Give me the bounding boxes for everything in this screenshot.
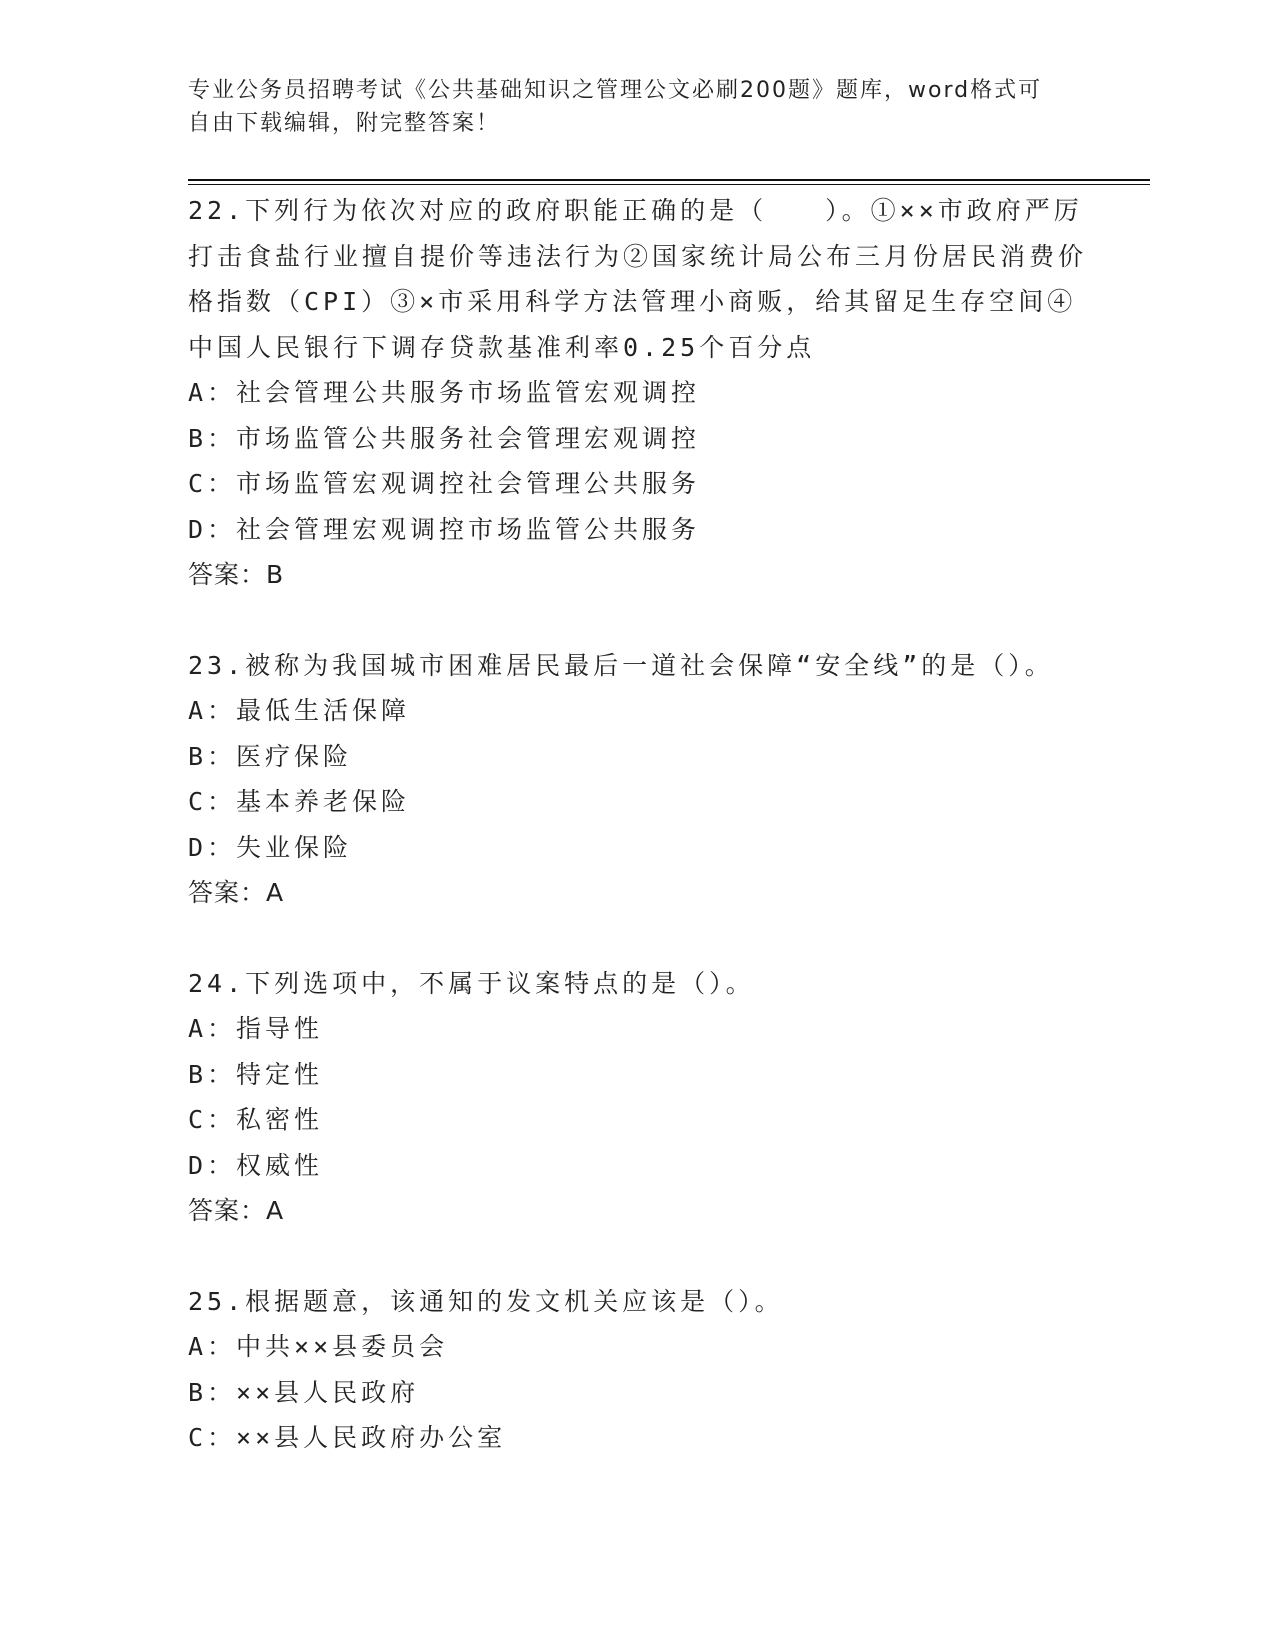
answer: 答案：A: [188, 1196, 285, 1225]
option-c: C：私密性: [188, 1105, 324, 1134]
question-text: 22.下列行为依次对应的政府职能正确的是（ ）。①××市政府严厉打击食盐行业擅自提价等违法行为②国家统计局公布三月份居民消费价格指数（CPI）③×市采用科学方法管理小商贩，给其留足生存空间④中国人民银行下调存贷款基准利率0.25个百分点: [188, 196, 1088, 362]
question-24: [188, 961, 1088, 1234]
option-c: C：市场监管宏观调控社会管理公共服务: [188, 469, 701, 498]
header-line-1: 专业公务员招聘考试《公共基础知识之管理公文必刷200题》题库，word格式可: [188, 78, 1043, 103]
question-text: 24.下列选项中，不属于议案特点的是（）。: [188, 968, 755, 998]
option-d: D：权威性: [188, 1150, 324, 1180]
option-b: B：医疗保险: [188, 741, 353, 771]
option-a: A：最低生活保障: [188, 696, 411, 725]
option-b: B：××县人民政府: [188, 1377, 420, 1407]
question-22: [188, 188, 1088, 598]
question-text: 25.根据题意，该通知的发文机关应该是（）。: [188, 1286, 784, 1316]
option-c: C：基本养老保险: [188, 787, 411, 816]
option-b: B：特定性: [188, 1059, 324, 1089]
answer: 答案：A: [188, 878, 285, 907]
document-header: [188, 74, 1088, 140]
option-d: D：失业保险: [188, 832, 353, 862]
option-a: A：社会管理公共服务市场监管宏观调控: [188, 378, 701, 407]
option-d: D：社会管理宏观调控市场监管公共服务: [188, 514, 701, 544]
header-divider-thin: [188, 184, 1150, 185]
question-text: 23.被称为我国城市困难居民最后一道社会保障“安全线”的是（）。: [188, 650, 1054, 680]
answer: 答案：B: [188, 560, 285, 589]
question-23: [188, 643, 1088, 916]
question-list: [188, 188, 1088, 1461]
question-25: [188, 1279, 1088, 1461]
option-b: B：市场监管公共服务社会管理宏观调控: [188, 423, 701, 453]
option-a: A：中共××县委员会: [188, 1332, 449, 1361]
option-a: A：指导性: [188, 1014, 324, 1043]
header-divider-thick: [188, 179, 1150, 181]
header-line-2: 自由下载编辑，附完整答案！: [188, 111, 501, 136]
option-c: C：××县人民政府办公室: [188, 1423, 507, 1452]
